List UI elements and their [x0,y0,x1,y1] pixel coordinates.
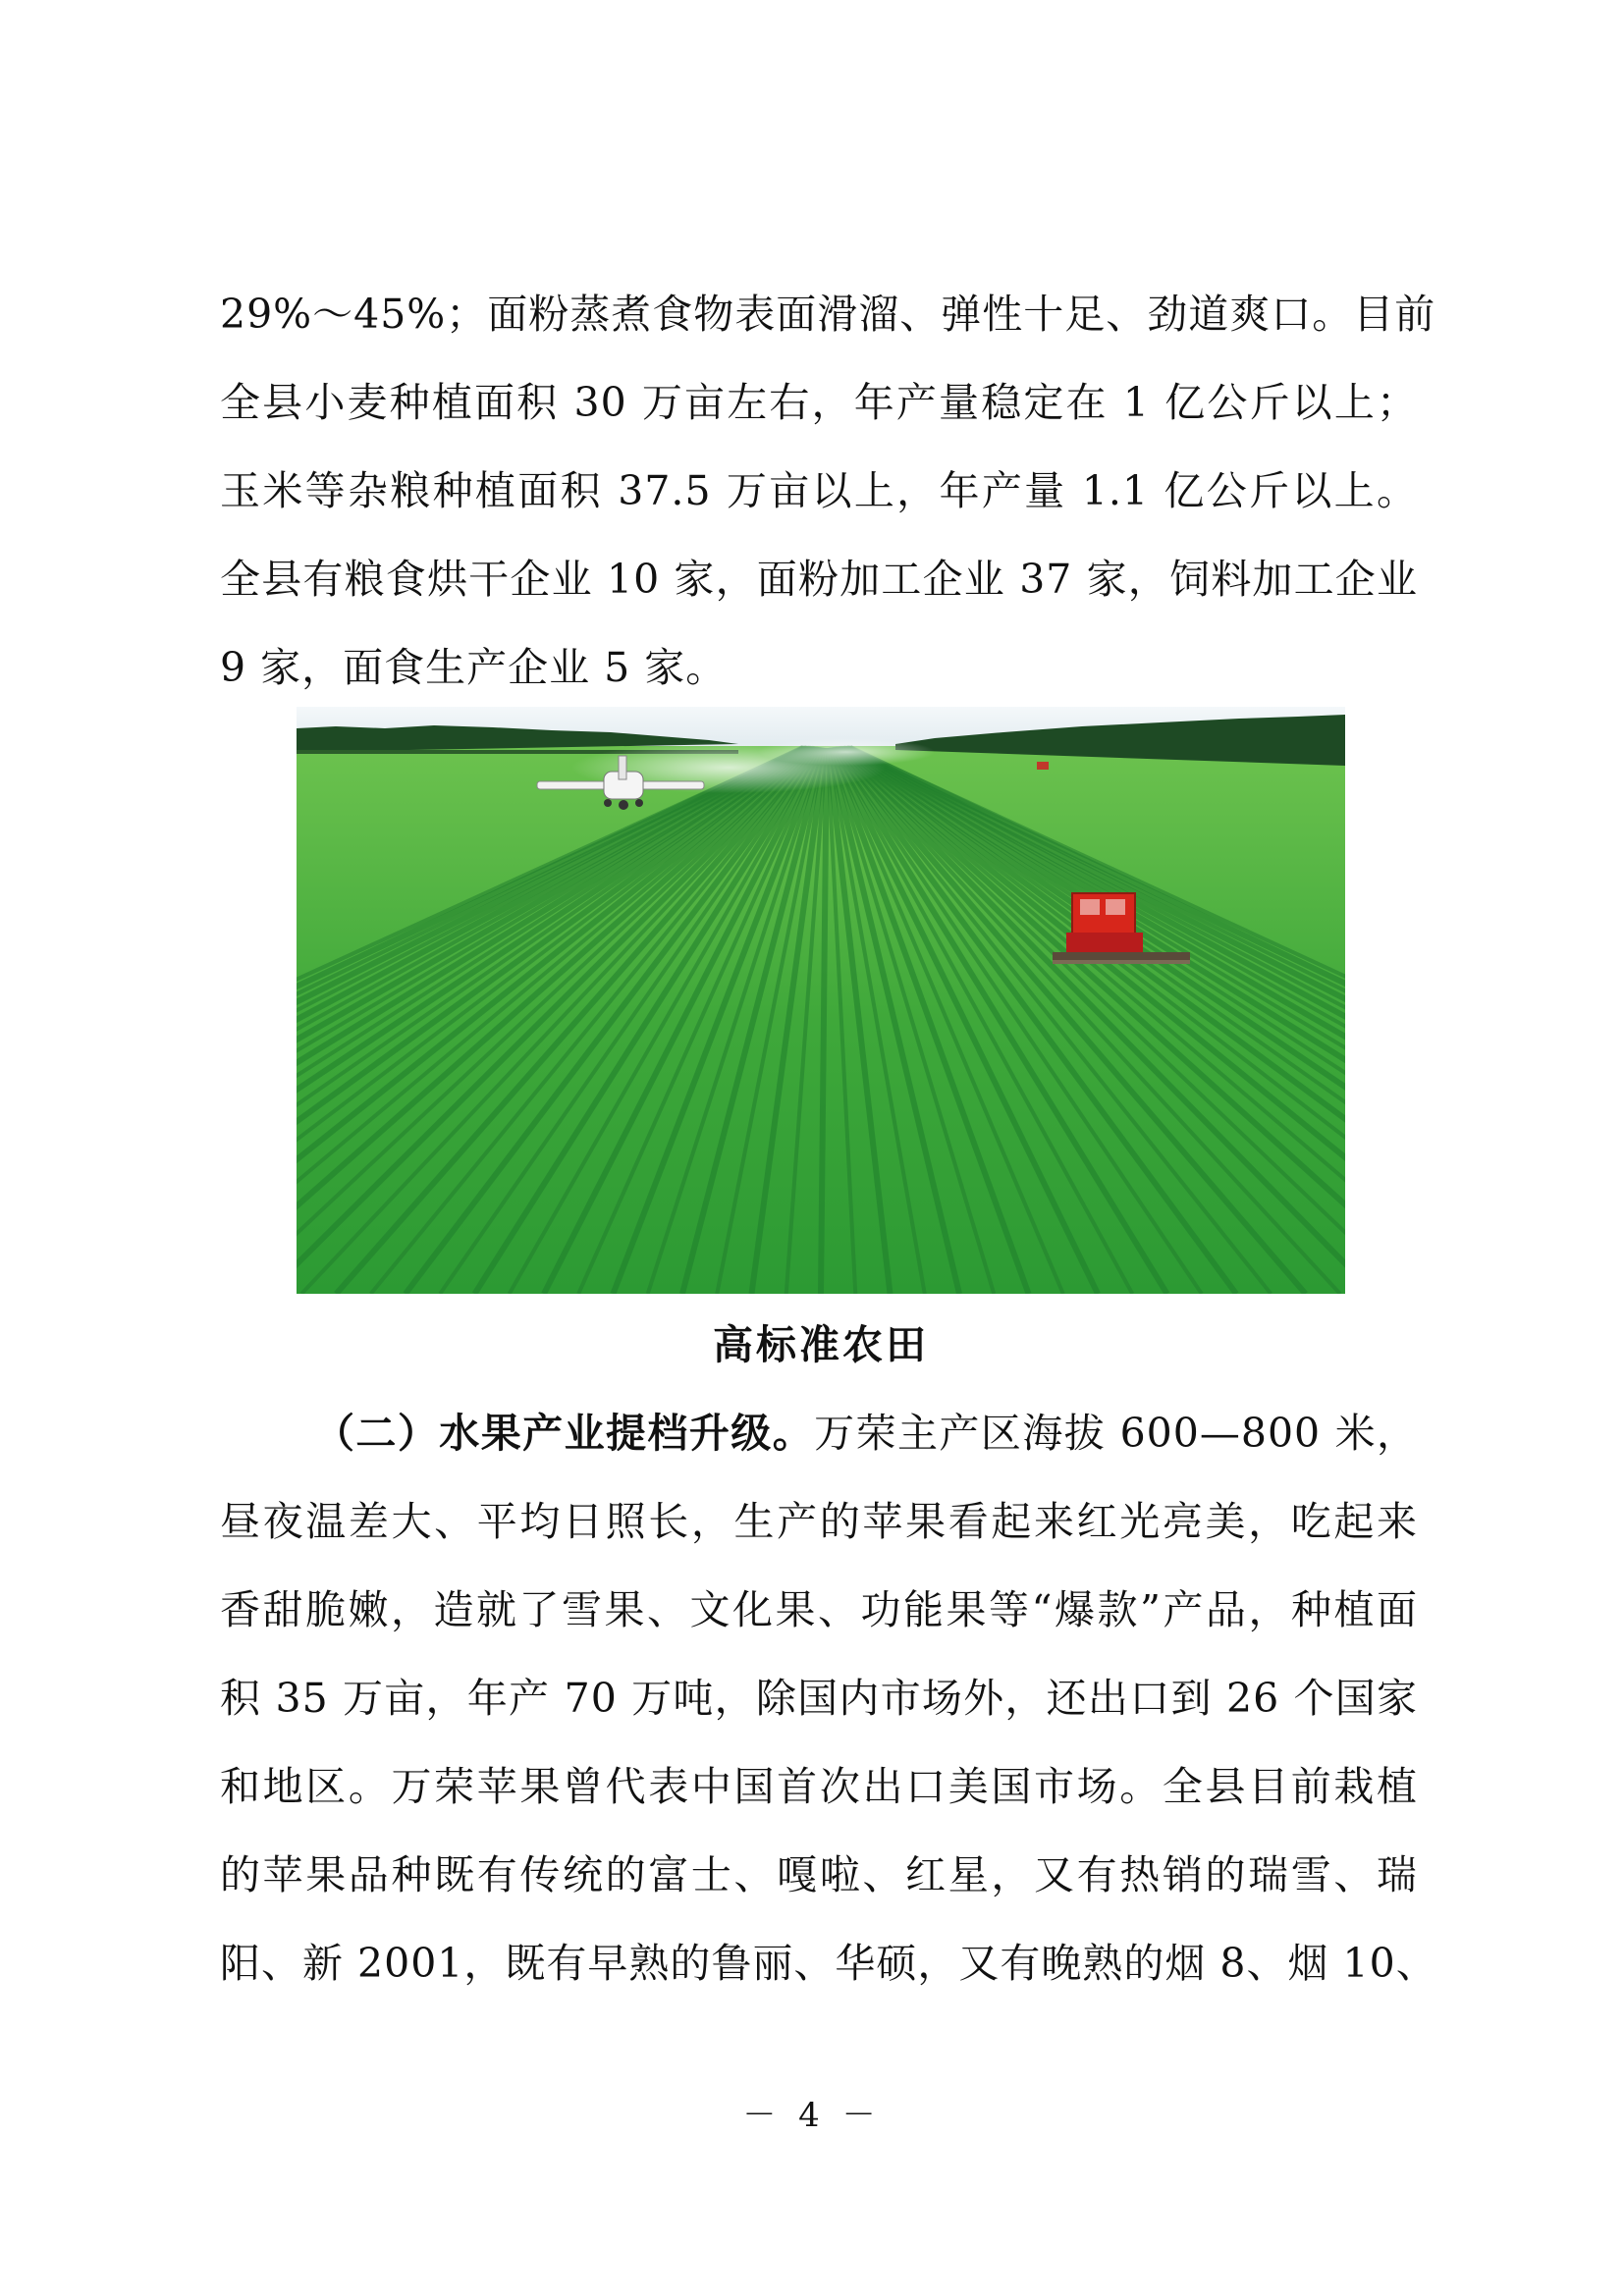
text-line: 全县有粮食烘干企业 10 家，面粉加工企业 37 家，饲料加工企业 [220,556,1418,603]
farmland-photo [297,707,1345,1294]
tractor-distant [1037,762,1049,770]
text-line: 全县小麦种植面积 30 万亩左右，年产量稳定在 1 亿公斤以上； [220,379,1418,426]
text-line: 阳、新 2001，既有早熟的鲁丽、华硕，又有晚熟的烟 8、烟 10、 [220,1940,1437,1987]
section-heading: （二）水果产业提档升级。 [314,1410,815,1457]
text-fragment: 万荣主产区海拔 600—800 米， [814,1410,1419,1457]
text-line: 积 35 万亩，年产 70 万吨，除国内市场外，还出口到 26 个国家 [220,1675,1418,1722]
text-line: 玉米等杂粮种植面积 37.5 万亩以上，年产量 1.1 亿公斤以上。 [220,467,1418,514]
farmland-illustration [297,707,1345,1294]
text-line [314,1404,1418,1463]
text-line: 9 家，面食生产企业 5 家。 [220,644,728,691]
text-line: 29%～45%；面粉蒸煮食物表面滑溜、弹性十足、劲道爽口。目前 [220,291,1436,338]
figure-caption: 高标准农田 [713,1321,929,1368]
page-number: － 4 － [742,2096,882,2135]
text-line: 的苹果品种既有传统的富士、嘎啦、红星，又有热销的瑞雪、瑞 [220,1851,1418,1898]
text-line: 和地区。万荣苹果曾代表中国首次出口美国市场。全县目前栽植 [220,1763,1418,1810]
text-line: 昼夜温差大、平均日照长，生产的苹果看起来红光亮美，吃起来 [220,1498,1418,1545]
text-line: 香甜脆嫩，造就了雪果、文化果、功能果等“爆款”产品，种植面 [220,1586,1418,1633]
